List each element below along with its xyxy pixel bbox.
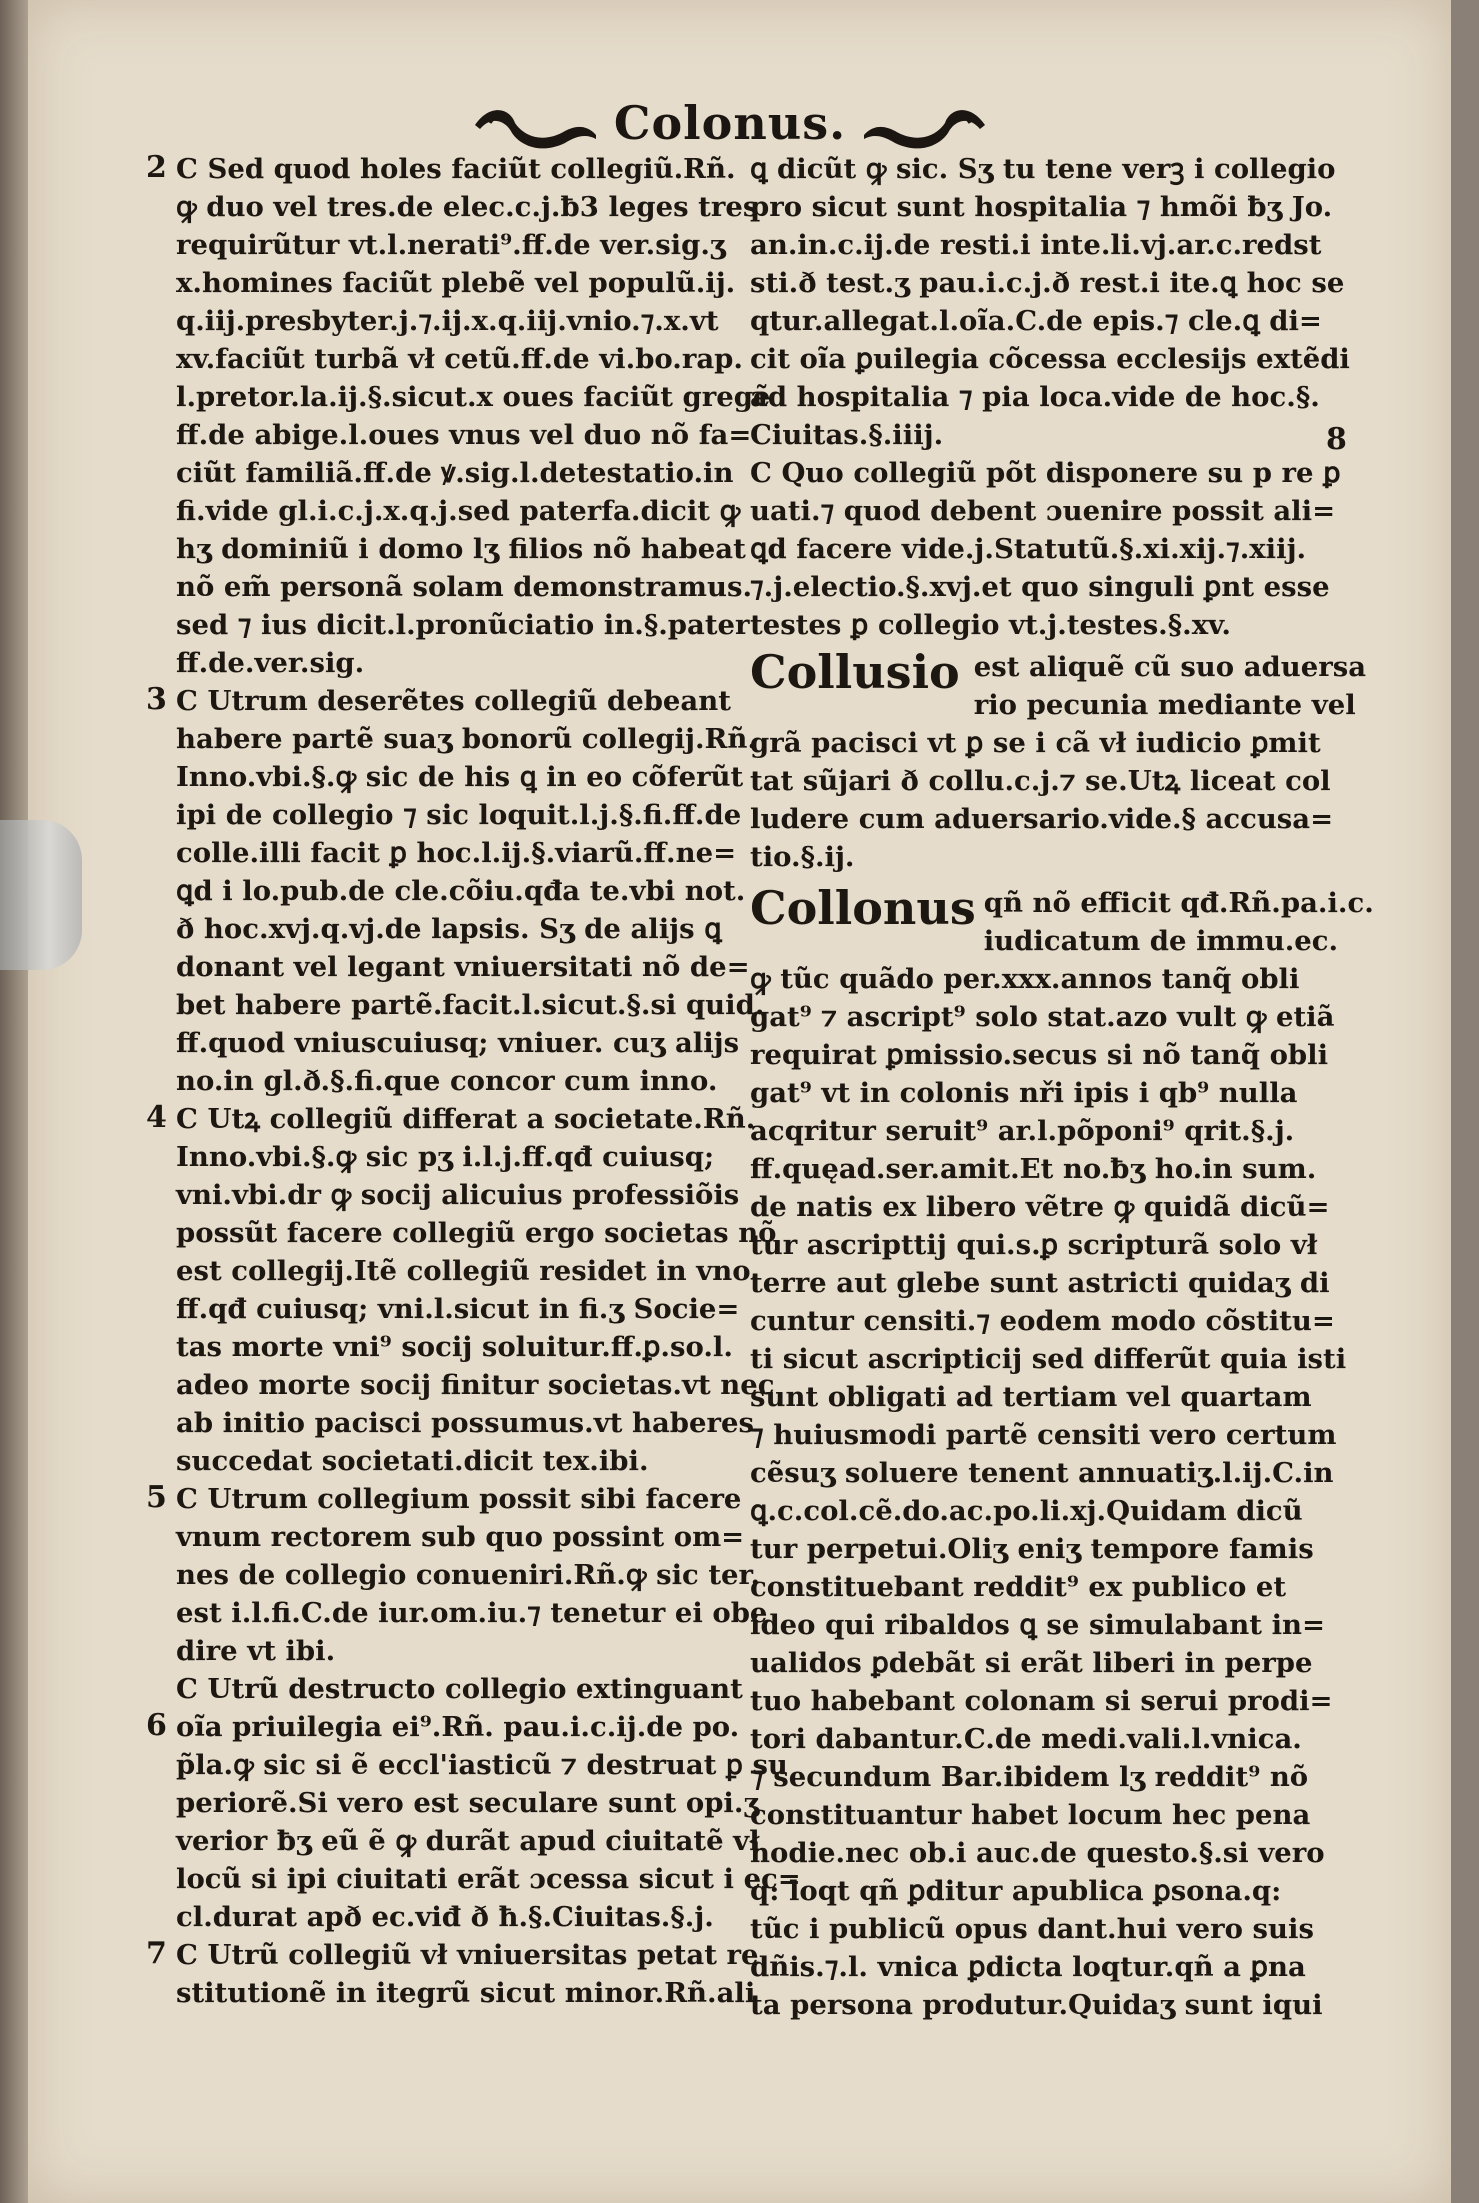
text-line: ludere cum aduersario.vide.§ accusa= <box>750 803 1334 835</box>
text-line: C Utrũ collegiũ vł vniuersitas petat re <box>176 1939 759 1971</box>
text-line: qñ nõ efficit qđ.Rñ.pa.i.c. <box>983 887 1374 919</box>
text-line: ta persona produtur.Quidaʒ sunt iqui <box>750 1989 1323 2021</box>
text-line: cuntur censiti.⁊ eodem modo cõstitu= <box>750 1305 1335 1337</box>
rubric-collusio: Collusio <box>750 645 960 699</box>
text-line: ff.quod vniuscuiusq; vniuer. cuʒ alijs <box>176 1027 740 1059</box>
text-line: tur ascripttij qui.s.ꝑ scripturã solo vł <box>750 1229 1318 1261</box>
text-line: qtur.allegat.l.oĩa.C.de epis.⁊ cle.ꝗ di= <box>750 305 1322 337</box>
text-line: q: loqt qñ ꝑditur apublica ꝑsona.q: <box>750 1875 1282 1907</box>
text-line: donant vel legant vniuersitati nõ de= <box>176 951 750 983</box>
text-line: ꝙ tũc quãdo per.xxx.annos tanq̃ obli <box>750 963 1300 995</box>
text-line: C Utrum deserẽtes collegiũ debeant <box>176 685 731 717</box>
text-line: est i.l.fi.C.de iur.om.iu.⁊ tenetur ei obe <box>176 1597 768 1629</box>
text-line: iudicatum de immu.ec. <box>983 925 1339 957</box>
text-line: grã pacisci vt ꝑ se i cã vł iudicio ꝑmit <box>750 727 1321 759</box>
text-line: gat⁹ vt in colonis nři ipis i qb⁹ nulla <box>750 1077 1298 1109</box>
text-line: ꝗd i lo.pub.de cle.cõiu.qđa te.vbi not. <box>176 875 746 907</box>
text-line: testes ꝑ collegio vt.j.testes.§.xv. <box>750 609 1231 641</box>
text-line: ualidos ꝑdebãt si erãt liberi in perpe <box>750 1647 1313 1679</box>
fleuron-right-icon <box>860 93 990 153</box>
text-line: vni.vbi.dr ꝙ socij alicuius professiõis <box>176 1179 740 1211</box>
text-line: dñis.⁊.l. vnica ꝑdicta loqtur.qñ a ꝑna <box>750 1951 1306 1983</box>
text-line: constituantur habet locum hec pena <box>750 1799 1311 1831</box>
text-line: ff.de.ver.sig. <box>176 647 365 679</box>
text-line: C Quo collegiũ põt disponere su p re ꝑ <box>750 457 1341 489</box>
text-line: constituebant reddit⁹ ex publico et <box>750 1571 1287 1603</box>
text-line: fi.vide gl.i.c.j.x.q.j.sed paterfa.dicit ꝙ <box>176 495 741 527</box>
text-line: adeo morte socij finitur societas.vt nec <box>176 1369 775 1401</box>
text-line: tuo habebant colonam si serui prodi= <box>750 1685 1333 1717</box>
page-clip <box>0 820 82 970</box>
text-line: ciũt familiã.ff.de ꝟ.sig.l.detestatio.in <box>176 457 734 489</box>
text-line: tat sũjari ð collu.c.j.⁊ se.Utꝝ liceat col <box>750 765 1331 797</box>
rubric-colonus: Collonus <box>750 881 976 935</box>
text-line: hodie.nec ob.i auc.de questo.§.si vero <box>750 1837 1325 1869</box>
text-line: ff.quęad.ser.amit.Et no.ƀʒ ho.in sum. <box>750 1153 1317 1185</box>
margin-number: 2 <box>146 150 167 185</box>
text-line: est collegij.Itẽ collegiũ residet in vno. <box>176 1255 760 1287</box>
running-header <box>480 88 980 158</box>
text-line: acqritur seruit⁹ ar.l.põponi⁹ qrit.§.j. <box>750 1115 1295 1147</box>
margin-number: 7 <box>146 1936 167 1971</box>
text-line: oĩa priuilegia ei⁹.Rñ. pau.i.c.ij.de po. <box>176 1711 740 1743</box>
text-line: terre aut glebe sunt astricti quidaʒ di <box>750 1267 1330 1299</box>
colonus-entry <box>750 881 1374 2024</box>
text-line: ti sicut ascripticij sed differũt quia isti <box>750 1343 1347 1375</box>
text-line: de natis ex libero vẽtre ꝙ quidã dicũ= <box>750 1191 1330 1223</box>
margin-number: 8 <box>1326 422 1347 457</box>
text-line: ꝗ dicũt ꝙ sic. Sʒ tu tene verꝫ i collegio <box>750 153 1336 185</box>
text-line: no.in gl.ð.§.fi.que concor cum inno. <box>176 1065 718 1097</box>
colonus-body <box>750 960 1347 2024</box>
text-line: ꝗd facere vide.j.Statutũ.§.xi.xij.⁊.xiij. <box>750 533 1307 565</box>
text-line: ꝙ duo vel tres.de elec.c.j.ƀ3 leges tres <box>176 191 759 223</box>
text-line: succedat societati.dicit tex.ibi. <box>176 1445 649 1477</box>
text-line: hʒ dominiũ i domo lʒ filios nõ habeat <box>176 533 746 565</box>
text-line: verior ƀʒ eũ ẽ ꝙ durãt apud ciuitatẽ vł <box>176 1825 760 1857</box>
text-line: x.homines faciũt plebẽ vel populũ.ij. <box>176 267 736 299</box>
text-line: ⁊ secundum Bar.ibidem lʒ reddit⁹ nõ <box>750 1761 1309 1793</box>
text-line: tũc i publicũ opus dant.hui vero suis <box>750 1913 1314 1945</box>
collusio-body <box>750 724 1334 876</box>
text-line: tio.§.ij. <box>750 841 855 873</box>
text-line: ⁊.j.electio.§.xvj.et quo singuli ꝑnt esse <box>750 571 1330 603</box>
text-line: tori dabantur.C.de medi.vali.l.vnica. <box>750 1723 1302 1755</box>
text-line: C Utrum collegium possit sibi facere <box>176 1483 742 1515</box>
text-line: Ciuitas.§.iiij. <box>750 419 944 451</box>
text-line: dire vt ibi. <box>176 1635 336 1667</box>
text-line: ad hospitalia ⁊ pia loca.vide de hoc.§. <box>750 381 1320 413</box>
text-line: ideo qui ribaldos ꝗ se simulabant in= <box>750 1609 1326 1641</box>
text-line: uati.⁊ quod debent ɔuenire possit ali= <box>750 495 1336 527</box>
margin-number: 4 <box>146 1100 167 1135</box>
text-line: nõ em̃ personã solam demonstramus. <box>176 571 753 603</box>
text-line: C Utrũ destructo collegio extinguant <box>176 1673 743 1705</box>
text-line: tur perpetui.Oliʒ eniʒ tempore famis <box>750 1533 1314 1565</box>
text-line: p̃la.ꝙ sic si ẽ eccl'iasticũ ⁊ destruat ꝑ su <box>176 1749 788 1781</box>
text-line: sti.ð test.ʒ pau.i.c.j.ð rest.i ite.ꝗ hoc se <box>750 267 1345 299</box>
text-line: rio pecunia mediante vel <box>973 689 1356 721</box>
right-column-top <box>750 150 1350 644</box>
text-line: l.pretor.la.ij.§.sicut.x oues faciũt gregẽ <box>176 381 771 413</box>
text-line: est aliquẽ cũ suo aduersa <box>973 651 1367 683</box>
text-line: requirat ꝑmissio.secus si nõ tanq̃ obli <box>750 1039 1329 1071</box>
text-line: xv.faciũt turbã vł cetũ.ff.de vi.bo.rap. <box>176 343 743 375</box>
text-line: cẽsuʒ soluere tenent annuatiʒ.l.ij.C.in <box>750 1457 1334 1489</box>
text-line: nes de collegio conueniri.Rñ.ꝙ sic ter. <box>176 1559 761 1591</box>
text-line: ꝗ.c.col.cẽ.do.ac.po.li.xj.Quidam dicũ <box>750 1495 1303 1527</box>
text-line: sunt obligati ad tertiam vel quartam <box>750 1381 1312 1413</box>
text-line: ð hoc.xvj.q.vj.de lapsis. Sʒ de alijs ꝗ <box>176 913 722 945</box>
text-line: vnum rectorem sub quo possint om= <box>176 1521 745 1553</box>
text-line: cl.durat apð ec.viđ ð ħ.§.Ciuitas.§.j. <box>176 1901 714 1933</box>
text-line: sed ⁊ ius dicit.l.pronũciatio in.§.pater <box>176 609 750 641</box>
text-line: possũt facere collegiũ ergo societas nõ <box>176 1217 777 1249</box>
text-line: C Sed quod holes faciũt collegiũ.Rñ. <box>176 153 736 185</box>
text-line: ab initio pacisci possumus.vt haberes <box>176 1407 754 1439</box>
text-line: ff.qđ cuiusq; vni.l.sicut in fi.ʒ Socie= <box>176 1293 740 1325</box>
text-line: locũ si ipi ciuitati erãt ɔcessa sicut i ec= <box>176 1863 801 1895</box>
text-line: C Utꝝ collegiũ differat a societate.Rñ. <box>176 1103 756 1135</box>
text-line: pro sicut sunt hospitalia ⁊ hmõi ƀʒ Jo. <box>750 191 1333 223</box>
right-column <box>750 150 1374 2024</box>
margin-number: 5 <box>146 1480 167 1515</box>
text-line: tas morte vni⁹ socij soluitur.ff.ꝑ.so.l. <box>176 1331 733 1363</box>
margin-number: 3 <box>146 682 167 717</box>
text-line: Inno.vbi.§.ꝙ sic pʒ i.l.j.ff.qđ cuiusq; <box>176 1141 715 1173</box>
margin-number: 6 <box>146 1708 167 1743</box>
text-line: ipi de collegio ⁊ sic loquit.l.j.§.fi.ff.de <box>176 799 742 831</box>
page-title: Colonus. <box>613 96 847 150</box>
text-line: gat⁹ ⁊ ascript⁹ solo stat.azo vult ꝙ etiã <box>750 1001 1335 1033</box>
text-line: stitutionẽ in itegrũ sicut minor.Rñ.ali <box>176 1977 756 2009</box>
text-line: an.in.c.ij.de resti.i inte.li.vj.ar.c.redst <box>750 229 1322 261</box>
left-column <box>176 150 801 2012</box>
text-line: habere partẽ suaʒ bonorũ collegij.Rñ. <box>176 723 757 755</box>
text-line: cit oĩa ꝑuilegia cõcessa ecclesijs extẽdi <box>750 343 1350 375</box>
text-line: ⁊ huiusmodi partẽ censiti vero certum <box>750 1419 1337 1451</box>
text-line: colle.illi facit ꝑ hoc.l.ij.§.viarũ.ff.ne= <box>176 837 737 869</box>
text-line: q.iij.presbyter.j.⁊.ij.x.q.iij.vnio.⁊.x.vt <box>176 305 719 337</box>
fleuron-left-icon <box>470 93 600 153</box>
text-line: periorẽ.Si vero est seculare sunt opi.ʒ <box>176 1787 760 1819</box>
collusio-entry <box>750 645 1367 876</box>
text-line: Inno.vbi.§.ꝙ sic de his ꝗ in eo cõferũt <box>176 761 744 793</box>
text-line: ff.de abige.l.oues vnus vel duo nõ fa= <box>176 419 752 451</box>
text-line: requirũtur vt.l.nerati⁹.ff.de ver.sig.ʒ <box>176 229 726 261</box>
text-line: bet habere partẽ.facit.l.sicut.§.si quid. <box>176 989 765 1021</box>
